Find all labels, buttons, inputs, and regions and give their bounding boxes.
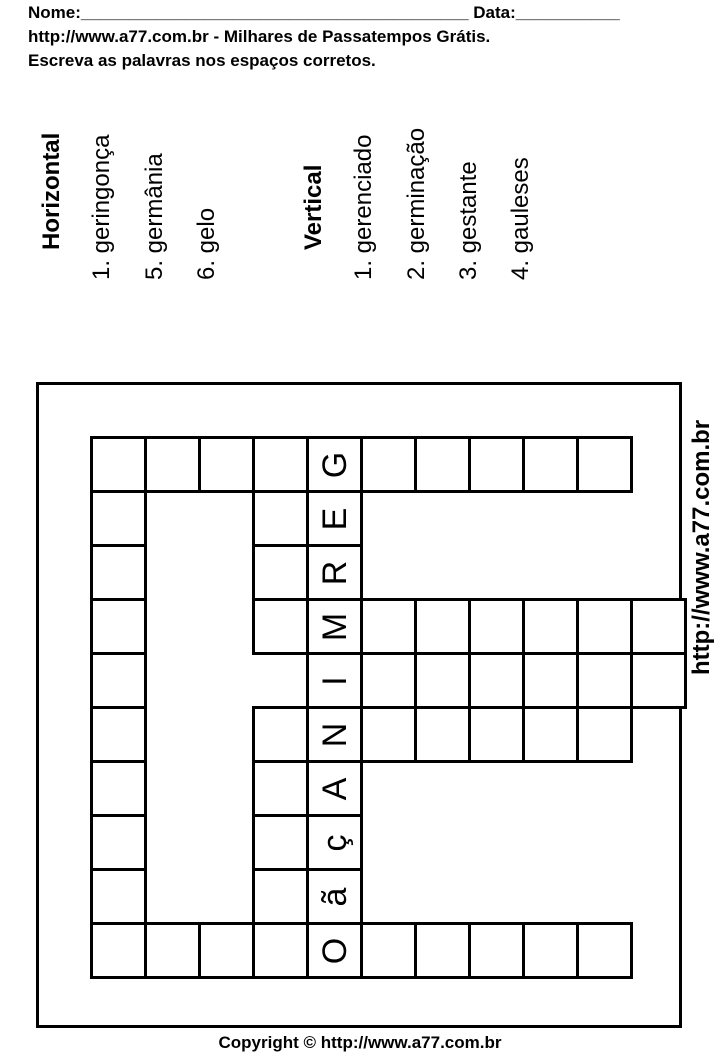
grid-cell[interactable]	[252, 598, 309, 655]
grid-cell[interactable]	[252, 868, 309, 925]
grid-cell[interactable]	[576, 652, 633, 709]
grid-cell[interactable]	[90, 652, 147, 709]
grid-letter: ã	[315, 887, 354, 906]
horizontal-title: Horizontal	[38, 132, 65, 250]
name-date-line: Nome:_________________________________________ Data:___________	[28, 3, 620, 22]
grid-cell[interactable]	[360, 922, 417, 979]
site-line: http://www.a77.com.br - Milhares de Passatempos Grátis.	[28, 27, 491, 46]
grid-cell[interactable]	[90, 814, 147, 871]
grid-cell[interactable]	[468, 652, 525, 709]
grid-cell[interactable]	[414, 706, 471, 763]
grid-cell[interactable]	[360, 706, 417, 763]
grid-cell[interactable]	[630, 652, 687, 709]
vertical-clue-2: 2. germinação	[403, 127, 430, 280]
grid-cell[interactable]	[252, 706, 309, 763]
grid-cell[interactable]	[630, 598, 687, 655]
grid-cell[interactable]	[306, 922, 363, 979]
grid-cell[interactable]	[252, 544, 309, 601]
horizontal-clue-5: 5. germânia	[141, 153, 168, 280]
grid-letter: E	[315, 507, 354, 530]
grid-cell[interactable]	[414, 598, 471, 655]
grid-cell[interactable]	[414, 922, 471, 979]
grid-cell[interactable]	[90, 922, 147, 979]
grid-letter: N	[315, 722, 354, 747]
grid-cell[interactable]	[576, 922, 633, 979]
grid-cell[interactable]	[198, 922, 255, 979]
grid-cell[interactable]	[522, 598, 579, 655]
grid-cell[interactable]	[306, 706, 363, 763]
grid-cell[interactable]	[360, 598, 417, 655]
grid-cell[interactable]	[468, 922, 525, 979]
grid-cell[interactable]	[576, 598, 633, 655]
grid-letter: ç	[315, 834, 354, 851]
grid-cell[interactable]	[306, 868, 363, 925]
grid-cell[interactable]	[90, 868, 147, 925]
vertical-clue-4: 4. gauleses	[507, 157, 534, 280]
grid-letter: I	[315, 675, 354, 686]
grid-cell[interactable]	[252, 760, 309, 817]
grid-cell[interactable]	[252, 490, 309, 547]
grid-cell[interactable]	[306, 544, 363, 601]
grid-letter: O	[315, 937, 354, 964]
vertical-clue-1: 1. gerenciado	[350, 134, 377, 280]
grid-cell[interactable]	[90, 436, 147, 493]
grid-cell[interactable]	[468, 436, 525, 493]
grid-cell[interactable]	[306, 760, 363, 817]
grid-cell[interactable]	[576, 436, 633, 493]
grid-cell[interactable]	[468, 706, 525, 763]
side-url: http://www.a77.com.br	[688, 419, 715, 675]
grid-cell[interactable]	[144, 922, 201, 979]
grid-cell[interactable]	[360, 436, 417, 493]
horizontal-clue-1: 1. geringonça	[88, 134, 115, 280]
grid-cell[interactable]	[306, 814, 363, 871]
instructions-line: Escreva as palavras nos espaços corretos.	[28, 51, 376, 70]
grid-cell[interactable]	[90, 760, 147, 817]
grid-cell[interactable]	[576, 706, 633, 763]
grid-cell[interactable]	[306, 598, 363, 655]
grid-letter: M	[315, 612, 354, 641]
grid-cell[interactable]	[306, 652, 363, 709]
grid-cell[interactable]	[144, 436, 201, 493]
grid-cell[interactable]	[468, 598, 525, 655]
grid-cell[interactable]	[90, 544, 147, 601]
grid-cell[interactable]	[414, 652, 471, 709]
grid-cell[interactable]	[252, 922, 309, 979]
grid-cell[interactable]	[252, 814, 309, 871]
grid-letter: G	[315, 451, 354, 478]
grid-letter: R	[315, 560, 354, 585]
grid-cell[interactable]	[522, 652, 579, 709]
horizontal-clue-6: 6. gelo	[193, 207, 220, 280]
vertical-clue-3: 3. gestante	[455, 161, 482, 280]
grid-cell[interactable]	[306, 490, 363, 547]
grid-cell[interactable]	[252, 436, 309, 493]
grid-cell[interactable]	[90, 706, 147, 763]
grid-cell[interactable]	[522, 706, 579, 763]
grid-cell[interactable]	[306, 436, 363, 493]
grid-letter: A	[315, 777, 354, 800]
grid-cell[interactable]	[522, 436, 579, 493]
grid-cell[interactable]	[198, 436, 255, 493]
grid-cell[interactable]	[522, 922, 579, 979]
grid-cell[interactable]	[90, 598, 147, 655]
grid-cell[interactable]	[90, 490, 147, 547]
copyright: Copyright © http://www.a77.com.br	[218, 1033, 502, 1052]
vertical-title: Vertical	[300, 164, 327, 250]
grid-cell[interactable]	[414, 436, 471, 493]
